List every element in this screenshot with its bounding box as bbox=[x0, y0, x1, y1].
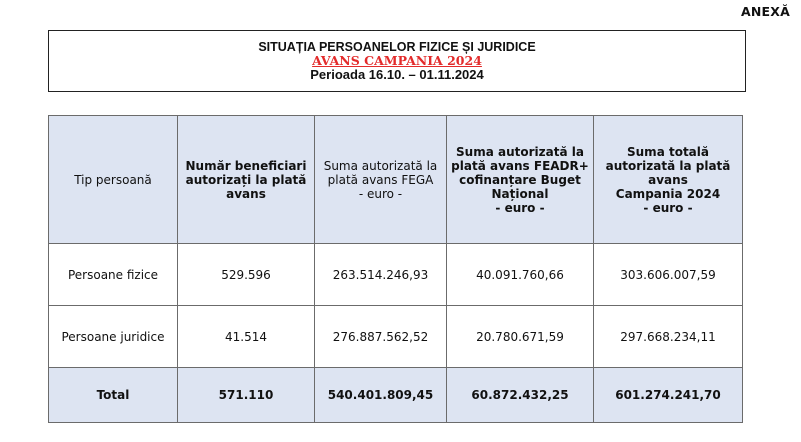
total-fega-cell: 540.401.809,45 bbox=[315, 368, 447, 423]
report-period: Perioada 16.10. – 01.11.2024 bbox=[310, 67, 484, 82]
column-header-feadr: Suma autorizată la plată avans FEADR+ cofinanțare Buget Național - euro - bbox=[447, 116, 594, 244]
total-beneficiaries-cell: 571.110 bbox=[178, 368, 315, 423]
report-header bbox=[48, 30, 746, 92]
report-title: SITUAȚIA PERSOANELOR FIZICE ȘI JURIDICE bbox=[258, 40, 536, 54]
payments-table bbox=[48, 115, 743, 423]
feadr-amount-cell: 20.780.671,59 bbox=[447, 306, 594, 368]
column-header-total: Suma totală autorizată la plată avans Campania 2024 - euro - bbox=[594, 116, 743, 244]
total-label-cell: Total bbox=[49, 368, 178, 423]
total-feadr-cell: 60.872.432,25 bbox=[447, 368, 594, 423]
feadr-amount-cell: 40.091.760,66 bbox=[447, 244, 594, 306]
column-header-beneficiaries: Număr beneficiari autorizați la plată avans bbox=[178, 116, 315, 244]
column-header-person-type: Tip persoană bbox=[49, 116, 178, 244]
fega-amount-cell: 263.514.246,93 bbox=[315, 244, 447, 306]
total-amount-cell: 303.606.007,59 bbox=[594, 244, 743, 306]
campaign-subtitle: AVANS CAMPANIA 2024 bbox=[312, 53, 482, 68]
column-header-fega: Suma autorizată la plată avans FEGA - euro - bbox=[315, 116, 447, 244]
beneficiaries-cell: 41.514 bbox=[178, 306, 315, 368]
total-amount-cell: 297.668.234,11 bbox=[594, 306, 743, 368]
fega-amount-cell: 276.887.562,52 bbox=[315, 306, 447, 368]
person-type-cell: Persoane juridice bbox=[49, 306, 178, 368]
grand-total-cell: 601.274.241,70 bbox=[594, 368, 743, 423]
beneficiaries-cell: 529.596 bbox=[178, 244, 315, 306]
total-row bbox=[49, 368, 743, 423]
table-header-row bbox=[49, 116, 743, 244]
table-row bbox=[49, 306, 743, 368]
person-type-cell: Persoane fizice bbox=[49, 244, 178, 306]
annex-label: ANEXĂ bbox=[741, 4, 790, 19]
table-row bbox=[49, 244, 743, 306]
